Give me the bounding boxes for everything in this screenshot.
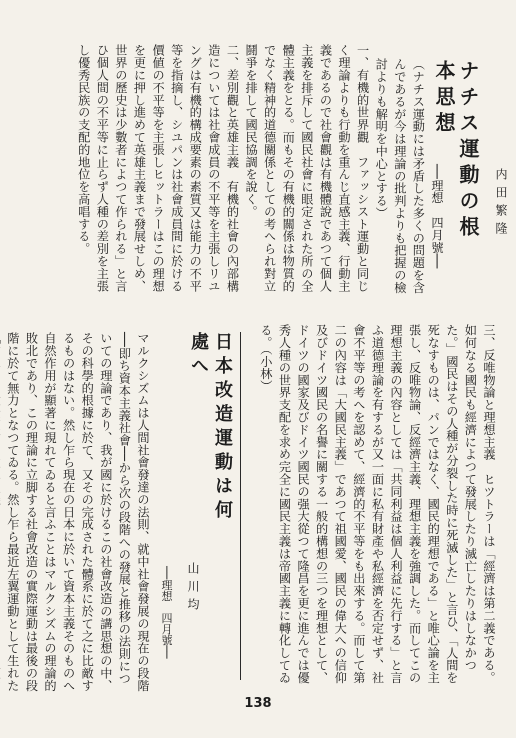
article2-paragraph: マルクシズムは人間社會發達の法則、就中社會發展の現在の段階──即ち資本主義社會──から次の段階への發展と推移の法則についての理論であり、我が國に於けるこの社會改造の講思想の中、その科學的根據に於て、又その完成された體系に於て之に比敵するものはない。然し乍ら現在の日本に於いて資本主義そのものへ自然作用が顯著に現れてゐると言ふことはマルクシズムの理論的敗北であり、この理論に立脚する社會改造の實際運動は最後の段階に於て無力となつてゐる。然し乍ら最近左翼運動として生れた [5, 332, 150, 692]
page-number: 138 [244, 696, 272, 711]
article2-body [5, 332, 152, 694]
article2-author: 山川均 [186, 562, 200, 616]
article-divider [240, 332, 241, 680]
article1-source: ──理想 四月號── [430, 164, 444, 269]
article1-title: ナチス運動の根本思想 [432, 60, 480, 242]
article1-author: 内田繁隆 [494, 168, 508, 240]
article1-body [22, 44, 446, 300]
article1-paragraph: 二、差別觀と英雄主義 有機的社會の內部構造については社會成員の不平等を主張しリユングは有機的構成要素の素質又は能力の不平等を指摘し、シユパンは社會成員間に於ける價値の不平等を主張しヒットラーはこの理想を更に押し進めて英雄主義まで發展せしめ、世界の歷史は少數者によつて作られる」と言ひ個人間の不平等に止らず人種の差別を主張し優秀民族の支配的地位を高唱する。 [76, 44, 240, 292]
article1-body-continued [236, 324, 498, 686]
article1-intro: （ナチス運動には矛盾した多くの問題を含んであるが今は理論の批判よりも把握の檢討よりも解明を中心とする） [374, 58, 426, 294]
article1-paragraph: 三、反唯物論と理想主義 ヒツトラーは「經濟は第二義である。如何なる國民も經濟によつて發展したり滅亡したりはしなかつた。」國民はその人種が分裂した時に死滅した」と言ひ、「人間を死なすものは、パンではなく、國民的理想である」と唯心論を主張し、反唯物論、反經濟主義、理想主義を強調した。而してこの理想主義の內容としては「共同利益は個人利益に先行する」と言ふ道德理論を有するが又一面に私有財產や私經濟を否定せず、社會不平等の考へを認めて、經濟的不平等をも出來する。而して第二の內容は「大國民主義」であつて祖國愛、國民の偉大への信仰及びドイツ國民の名譽に關する一般的構想の三つを理想として、ドイツの國家及びドイツ國民の强大從つて隆昌を更に進んでは優秀人種の世界支配を求め完全に國民主義は帝國主義に轉化してゐる。（小林） [258, 324, 496, 684]
article1-paragraph: 一、有機的世界觀 ファッシスト運動と同じく理論よりも行動を重んじ直感主義、行動主義であるので社會觀は有機體說であつて個人主義を排斥して國民社會に眼定された所の全體主義をとる。而もその有機的關係は物質的でなく精神的道德關係としての考へられ對立鬪爭を排して國民協調を說く。 [244, 44, 370, 292]
article2-title: 日本改造運動は何處へ [188, 332, 233, 524]
article2-source: ──理想 四月號── [160, 566, 173, 659]
